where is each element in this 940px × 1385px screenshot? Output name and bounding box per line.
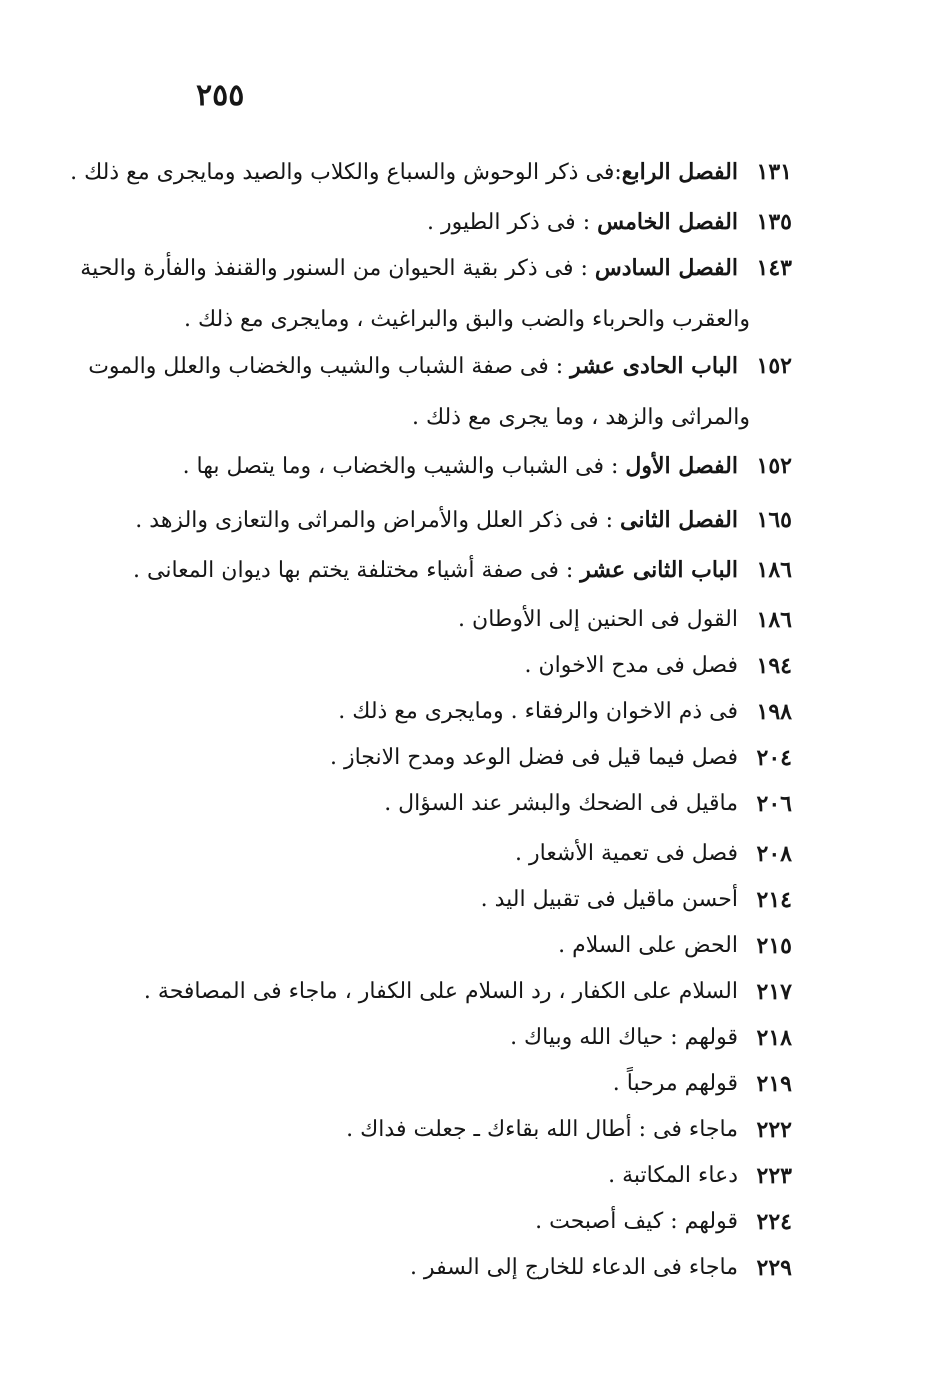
entry-text: قولهم مرحباً . xyxy=(612,1071,738,1096)
toc-entry-continuation xyxy=(0,300,940,340)
entry-title xyxy=(515,834,738,874)
entry-text: : فى الشباب والشيب والخضاب ، وما يتصل بها . xyxy=(182,454,626,479)
entry-heading: الفصل الثانى xyxy=(620,507,738,533)
entry-heading: الفصل الأول xyxy=(625,453,738,479)
entry-text: القول فى الحنين إلى الأوطان . xyxy=(458,607,738,632)
entry-heading: الباب الحادى عشر xyxy=(570,353,738,379)
entry-title xyxy=(133,550,738,591)
entry-text: فصل فى مدح الاخوان . xyxy=(524,653,738,678)
entry-text: : فى ذكر العلل والأمراض والمراثى والتعازى والزهد . xyxy=(135,508,621,533)
entry-title xyxy=(88,346,738,387)
page-ref: ٢٢٢ xyxy=(756,1117,792,1143)
toc-entry xyxy=(0,446,940,486)
entry-text: : فى صفة أشياء مختلفة يختم بها ديوان المعانى . xyxy=(133,558,581,583)
page-ref: ١٩٤ xyxy=(756,653,792,679)
page-ref: ١٣٥ xyxy=(756,209,792,235)
page-ref: ٢١٩ xyxy=(756,1071,792,1097)
toc-entry xyxy=(0,834,940,874)
toc-entry xyxy=(0,926,940,966)
entry-title xyxy=(135,500,738,541)
entry-heading: الباب الثانى عشر xyxy=(580,557,738,583)
entry-text: الحض على السلام . xyxy=(558,933,738,958)
toc-entry xyxy=(0,1018,940,1058)
entry-text: قولهم : حياك الله وبياك . xyxy=(510,1025,738,1050)
page-ref: ٢٠٨ xyxy=(756,841,792,867)
entry-title xyxy=(535,1202,738,1242)
toc-entry xyxy=(0,1110,940,1150)
entry-title xyxy=(458,600,738,640)
entry-text: ماجاء فى الدعاء للخارج إلى السفر . xyxy=(409,1255,738,1280)
toc-entry xyxy=(0,1156,940,1196)
entry-title xyxy=(608,1156,738,1196)
entry-text: السلام على الكفار ، رد السلام على الكفار ، ماجاء فى المصافحة . xyxy=(143,979,738,1004)
page-ref: ٢٢٤ xyxy=(756,1209,792,1235)
entry-text: : فى صفة الشباب والشيب والخضاب والعلل والموت xyxy=(88,354,571,379)
page-ref: ١٣١ xyxy=(756,159,792,185)
toc-entry xyxy=(0,202,940,242)
toc-entry xyxy=(0,1248,940,1288)
toc-entry xyxy=(0,692,940,732)
page-ref: ٢٠٤ xyxy=(756,745,792,771)
entry-text: فصل فيما قيل فى فضل الوعد ومدح الانجاز . xyxy=(329,745,738,770)
toc-entry xyxy=(0,880,940,920)
toc-entry xyxy=(0,152,940,192)
entry-text: قولهم : كيف أصبحت . xyxy=(535,1209,738,1234)
entry-title xyxy=(481,880,738,920)
entry-heading: الفصل الرابع xyxy=(621,159,738,185)
entry-text: والعقرب والحرباء والضب والبق والبراغيث ، ومايجرى مع ذلك . xyxy=(184,307,750,332)
entry-text: : فى ذكر بقية الحيوان من السنور والقنفذ والفأرة والحية xyxy=(80,256,595,281)
page-ref: ١٦٥ xyxy=(756,507,792,533)
entry-text: ماجاء فى : أطال الله بقاءك ـ جعلت فداك . xyxy=(346,1117,738,1142)
page-ref: ٢١٨ xyxy=(756,1025,792,1051)
entry-title xyxy=(330,738,738,778)
entry-text: فصل فى تعمية الأشعار . xyxy=(515,841,738,866)
page-ref: ٢١٥ xyxy=(756,933,792,959)
toc-entry xyxy=(0,646,940,686)
page-ref: ١٤٣ xyxy=(756,255,792,281)
page-ref: ١٨٦ xyxy=(756,607,792,633)
page-ref: ٢٢٣ xyxy=(756,1163,792,1189)
entry-title xyxy=(524,646,738,686)
page-ref: ١٥٢ xyxy=(756,453,792,479)
page-ref: ٢١٤ xyxy=(756,887,792,913)
entry-title xyxy=(346,1110,738,1150)
toc-entry xyxy=(0,500,940,540)
page-ref: ٢٢٩ xyxy=(756,1255,792,1281)
page-ref: ١٥٢ xyxy=(756,353,792,379)
entry-title xyxy=(144,972,738,1012)
entry-title xyxy=(183,446,738,487)
page-ref: ١٨٦ xyxy=(756,557,792,583)
entry-title xyxy=(80,248,738,289)
entry-title xyxy=(427,202,738,243)
entry-text: ماقيل فى الضحك والبشر عند السؤال . xyxy=(384,791,738,816)
toc-entry xyxy=(0,1064,940,1104)
page-ref: ٢١٧ xyxy=(756,979,792,1005)
entry-text: : فى ذكر الطيور . xyxy=(426,210,598,235)
page-ref: ٢٠٦ xyxy=(756,791,792,817)
entry-heading: الفصل الخامس xyxy=(597,209,738,235)
toc-entry xyxy=(0,1202,940,1242)
toc-entry xyxy=(0,784,940,824)
entry-title xyxy=(558,926,738,966)
toc-entry-continuation xyxy=(0,398,940,438)
toc-entry xyxy=(0,600,940,640)
toc-entry xyxy=(0,550,940,590)
entry-text: والمراثى والزهد ، وما يجرى مع ذلك . xyxy=(412,405,750,430)
toc-entry xyxy=(0,248,940,288)
entry-heading: الفصل السادس xyxy=(594,255,738,281)
entry-title xyxy=(410,1248,738,1288)
entry-text: أحسن ماقيل فى تقبيل اليد . xyxy=(480,887,738,912)
entry-title xyxy=(510,1018,738,1058)
entry-text: فى ذم الاخوان والرفقاء . ومايجرى مع ذلك . xyxy=(338,699,738,724)
page-ref: ١٩٨ xyxy=(756,699,792,725)
page-number: ٢٥٥ xyxy=(196,78,245,113)
entry-title xyxy=(384,784,738,824)
entry-title xyxy=(70,152,738,193)
toc-entry xyxy=(0,972,940,1012)
toc-entry xyxy=(0,346,940,386)
entry-title xyxy=(338,692,738,732)
entry-text: :فى ذكر الوحوش والسباع والكلاب والصيد ومايجرى مع ذلك . xyxy=(70,160,622,185)
entry-text: دعاء المكاتبة . xyxy=(608,1163,738,1188)
entry-title xyxy=(613,1064,738,1104)
toc-entry xyxy=(0,738,940,778)
